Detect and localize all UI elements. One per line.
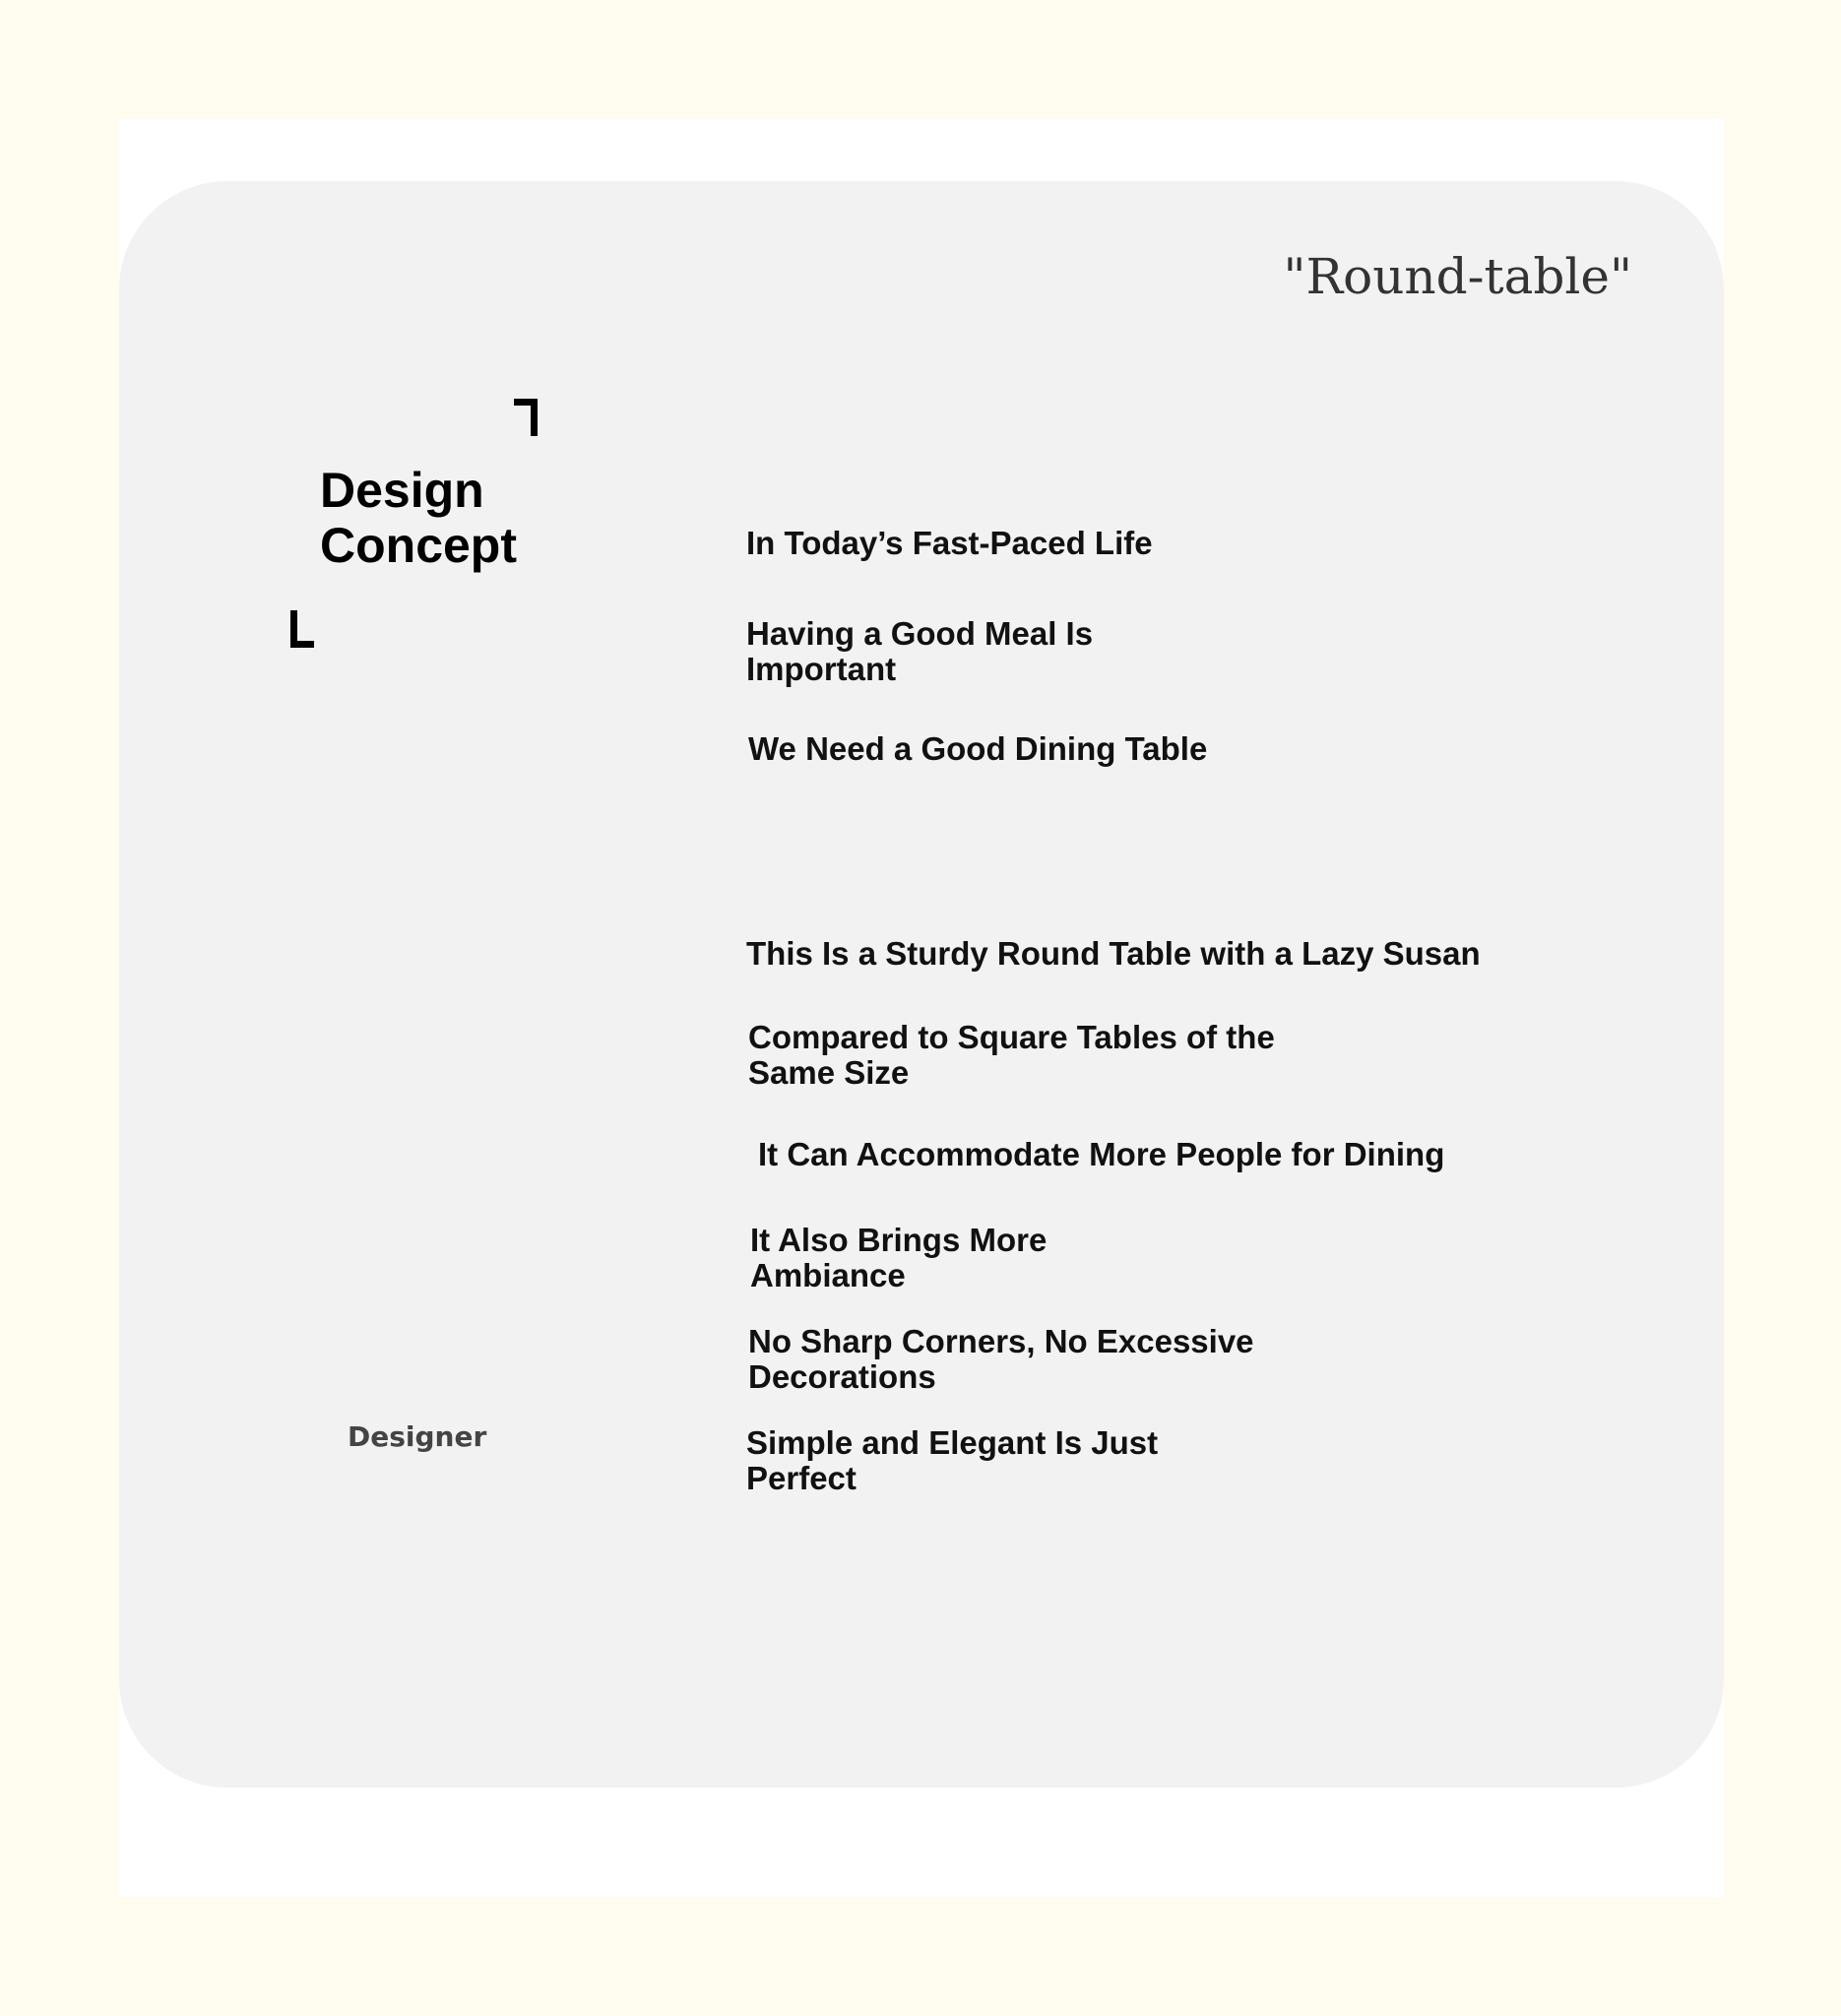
corner-bracket-bottom-left: [290, 610, 320, 650]
statement-4: This Is a Sturdy Round Table with a Lazy Susan: [746, 935, 1481, 972]
statement-5: Compared to Square Tables of the Same Size: [748, 1019, 1275, 1091]
statement-1: In Today’s Fast-Paced Life: [746, 525, 1153, 561]
corner-bracket-top-right: [514, 399, 543, 438]
concept-card: [119, 181, 1724, 1788]
statement-6: It Can Accommodate More People for Dining: [758, 1136, 1445, 1172]
statement-7: It Also Brings More Ambiance: [750, 1222, 1047, 1293]
concept-heading-line2: Concept: [320, 518, 517, 573]
statement-2: Having a Good Meal Is Important: [746, 615, 1094, 687]
project-title: "Round-table": [1283, 248, 1632, 305]
statement-3: We Need a Good Dining Table: [748, 730, 1208, 767]
statement-9: Simple and Elegant Is Just Perfect: [746, 1424, 1159, 1496]
design-concept-heading: [320, 463, 517, 573]
statement-8: No Sharp Corners, No Excessive Decorations: [748, 1323, 1254, 1395]
concept-heading-line1: Design: [320, 463, 484, 518]
designer-label: Designer: [348, 1420, 487, 1453]
